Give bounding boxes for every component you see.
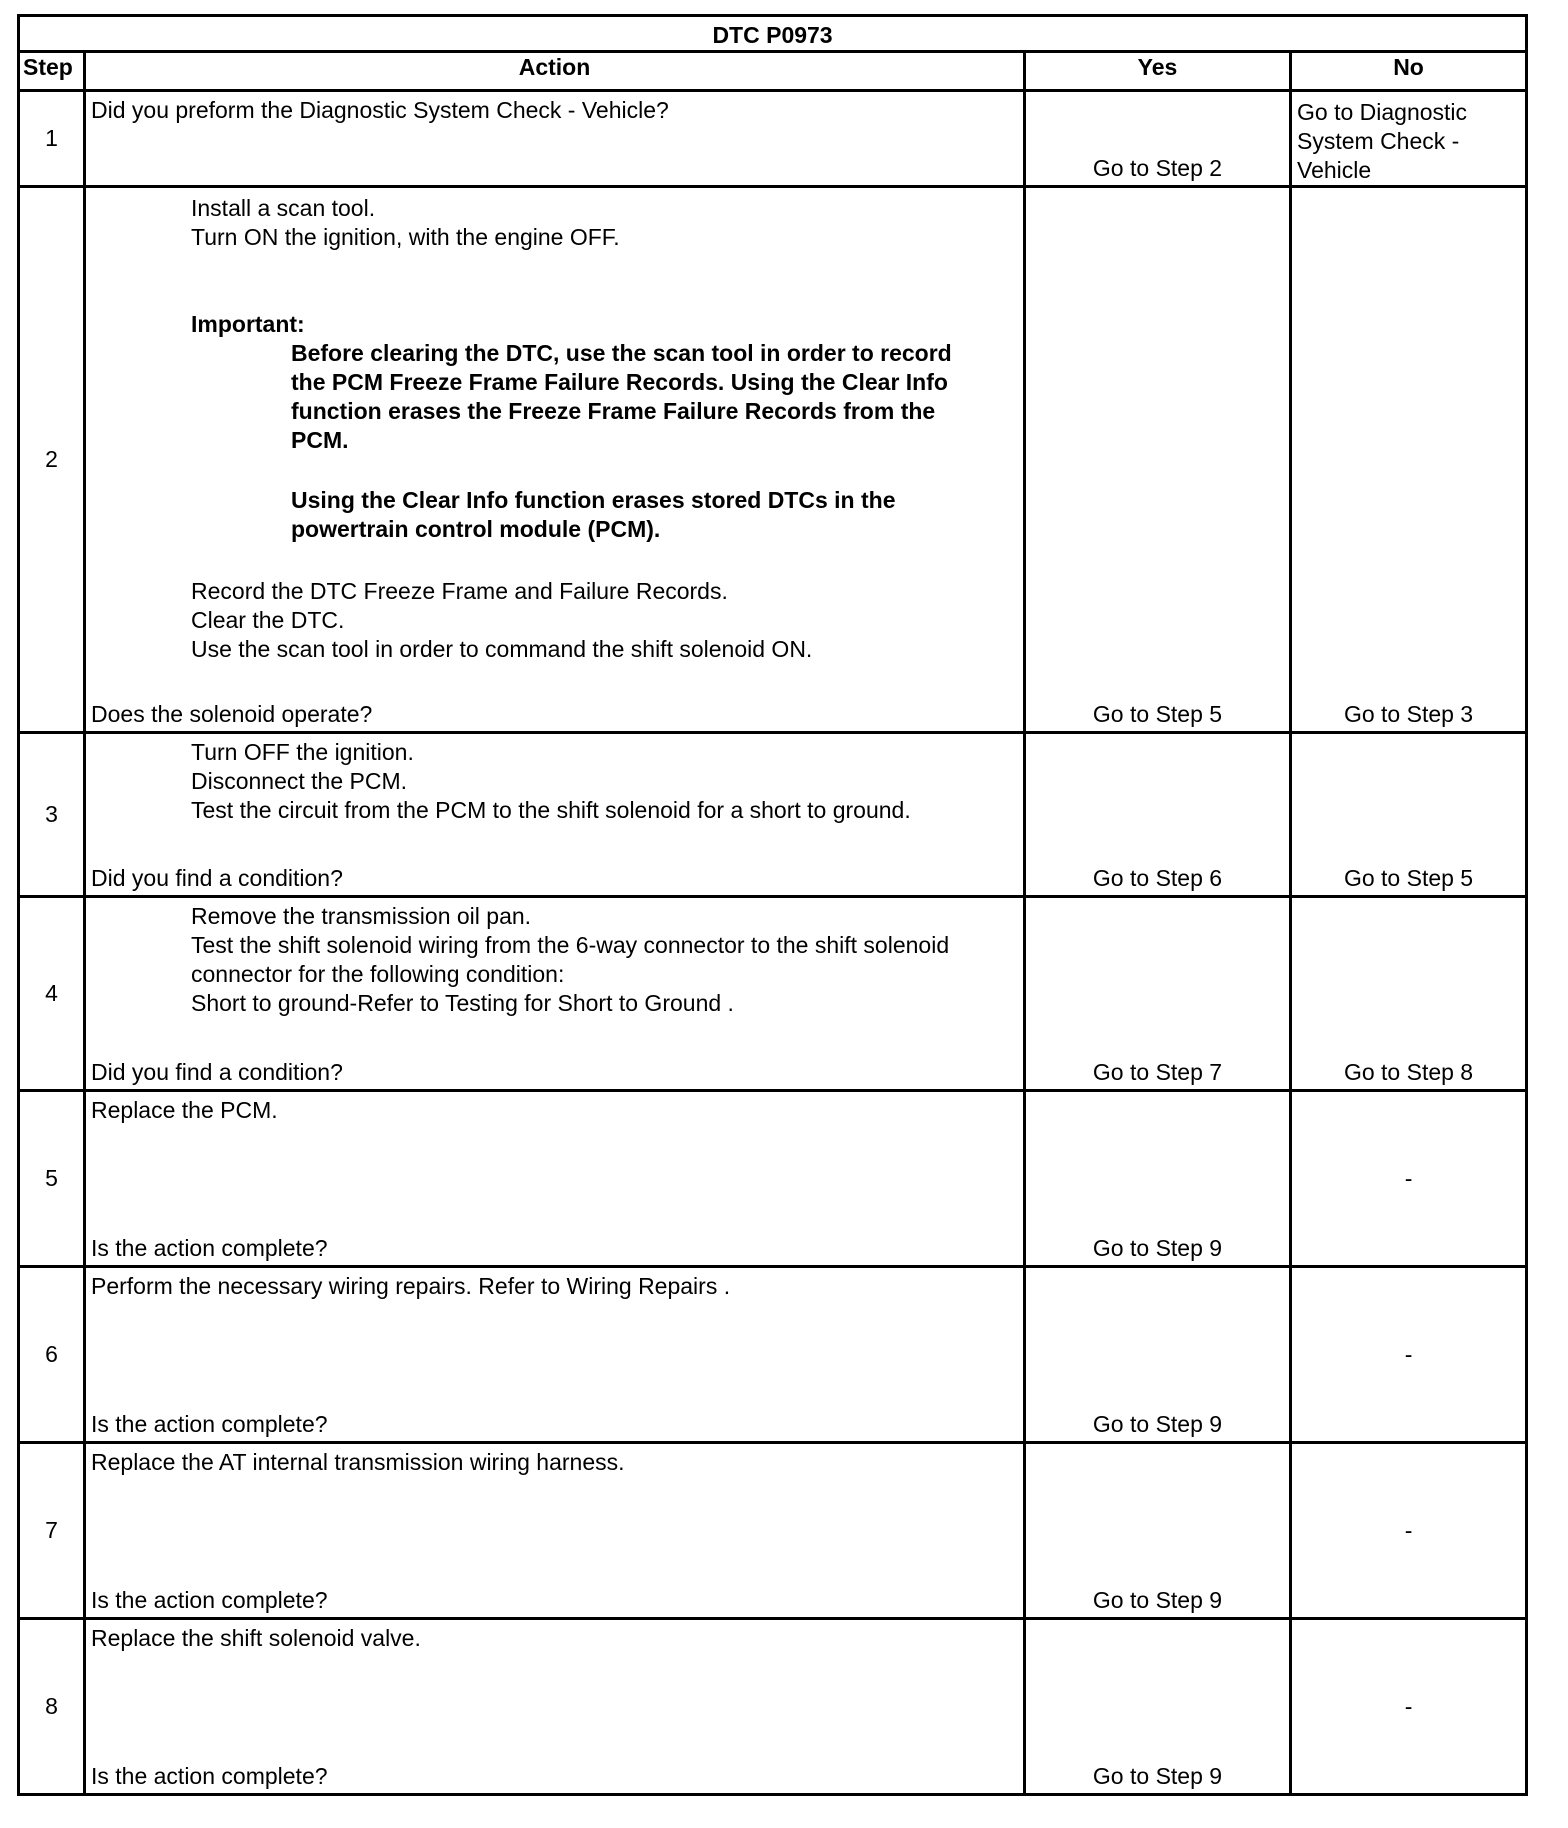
step-number: 1 xyxy=(19,91,85,187)
header-action: Action xyxy=(85,52,1025,91)
step-number: 7 xyxy=(19,1443,85,1619)
action-line: Replace the AT internal transmission wiring harness. xyxy=(91,1449,625,1475)
table-row xyxy=(19,1091,1527,1267)
yes-link[interactable]: Go to Step 2 xyxy=(1092,155,1223,181)
action-question: Is the action complete? xyxy=(91,1411,328,1437)
header-step: Step xyxy=(19,52,85,91)
yes-cell xyxy=(1025,897,1291,1091)
header-no: No xyxy=(1291,52,1527,91)
important-note-line: powertrain control module (PCM). xyxy=(291,516,661,542)
no-line: Vehicle xyxy=(1297,157,1372,183)
no-line: System Check - xyxy=(1297,128,1460,154)
action-question: Does the solenoid operate? xyxy=(91,701,373,727)
important-note-line: function erases the Freeze Frame Failure Records from the xyxy=(291,398,936,424)
step-number: 3 xyxy=(19,733,85,897)
action-line: Use the scan tool in order to command the shift solenoid ON. xyxy=(191,636,813,662)
yes-link[interactable]: Go to Step 6 xyxy=(1092,865,1223,891)
dtc-procedure-table xyxy=(17,14,1528,1796)
step-number: 4 xyxy=(19,897,85,1091)
action-line: connector for the following condition: xyxy=(191,961,565,987)
action-cell xyxy=(85,733,1025,897)
step-number: 5 xyxy=(19,1091,85,1267)
no-link[interactable]: Go to Step 5 xyxy=(1343,865,1474,891)
action-line: Install a scan tool. xyxy=(191,195,376,221)
action-question: Is the action complete? xyxy=(91,1763,328,1789)
no-value: - xyxy=(1404,1165,1413,1191)
action-line: Remove the transmission oil pan. xyxy=(191,903,532,929)
table-row xyxy=(19,733,1527,897)
no-link[interactable]: Go to Step 8 xyxy=(1343,1059,1474,1085)
no-value: - xyxy=(1404,1341,1413,1367)
no-value: - xyxy=(1404,1693,1413,1719)
action-line: Perform the necessary wiring repairs. Refer to Wiring Repairs . xyxy=(91,1273,731,1299)
no-cell xyxy=(1291,733,1527,897)
yes-cell xyxy=(1025,1619,1291,1795)
no-cell xyxy=(1291,1443,1527,1619)
table-row xyxy=(19,91,1527,187)
action-line: Replace the shift solenoid valve. xyxy=(91,1625,421,1651)
action-question: Did you find a condition? xyxy=(91,865,343,891)
action-question: Did you find a condition? xyxy=(91,1059,343,1085)
yes-link[interactable]: Go to Step 9 xyxy=(1092,1411,1223,1437)
step-number: 8 xyxy=(19,1619,85,1795)
action-cell xyxy=(85,1267,1025,1443)
action-cell xyxy=(85,1619,1025,1795)
yes-cell xyxy=(1025,733,1291,897)
action-line: Test the circuit from the PCM to the shift solenoid for a short to ground. xyxy=(191,797,911,823)
action-line: Turn OFF the ignition. xyxy=(191,739,414,765)
no-cell xyxy=(1291,1619,1527,1795)
step-number: 6 xyxy=(19,1267,85,1443)
yes-link[interactable]: Go to Step 9 xyxy=(1092,1763,1223,1789)
yes-link[interactable]: Go to Step 7 xyxy=(1092,1059,1223,1085)
step-number: 2 xyxy=(19,187,85,733)
action-question: Is the action complete? xyxy=(91,1587,328,1613)
action-line: Short to ground-Refer to Testing for Short to Ground . xyxy=(191,990,734,1016)
important-label: Important: xyxy=(191,311,305,337)
action-line: Test the shift solenoid wiring from the 6-way connector to the shift solenoid xyxy=(191,932,950,958)
table-row xyxy=(19,1267,1527,1443)
no-cell xyxy=(1291,1267,1527,1443)
no-cell xyxy=(1291,1091,1527,1267)
no-link[interactable]: Go to Step 3 xyxy=(1343,701,1474,727)
no-cell[interactable] xyxy=(1291,91,1527,187)
header-row xyxy=(19,52,1527,91)
action-line: Did you preform the Diagnostic System Check - Vehicle? xyxy=(91,97,669,123)
action-line: Replace the PCM. xyxy=(91,1097,278,1123)
yes-cell xyxy=(1025,1443,1291,1619)
table-title: DTC P0973 xyxy=(19,16,1527,52)
table-row xyxy=(19,1443,1527,1619)
action-line: Record the DTC Freeze Frame and Failure Records. xyxy=(191,578,728,604)
dtc-procedure-document xyxy=(17,14,1525,1796)
action-question: Is the action complete? xyxy=(91,1235,328,1261)
action-cell xyxy=(85,91,1025,187)
yes-cell xyxy=(1025,1091,1291,1267)
important-note-line: Before clearing the DTC, use the scan tool in order to record xyxy=(291,340,952,366)
important-note-line: Using the Clear Info function erases stored DTCs in the xyxy=(291,487,896,513)
yes-cell xyxy=(1025,187,1291,733)
yes-cell xyxy=(1025,1267,1291,1443)
yes-link[interactable]: Go to Step 5 xyxy=(1092,701,1223,727)
yes-cell xyxy=(1025,91,1291,187)
action-cell xyxy=(85,1091,1025,1267)
no-cell xyxy=(1291,897,1527,1091)
action-cell xyxy=(85,1443,1025,1619)
table-row xyxy=(19,1619,1527,1795)
action-cell xyxy=(85,187,1025,733)
action-line: Clear the DTC. xyxy=(191,607,345,633)
no-cell xyxy=(1291,187,1527,733)
important-note-line: the PCM Freeze Frame Failure Records. Using the Clear Info xyxy=(291,369,948,395)
action-line: Disconnect the PCM. xyxy=(191,768,408,794)
yes-link[interactable]: Go to Step 9 xyxy=(1092,1235,1223,1261)
table-row xyxy=(19,187,1527,733)
action-cell xyxy=(85,897,1025,1091)
action-line: Turn ON the ignition, with the engine OFF. xyxy=(191,224,620,250)
important-note-line: PCM. xyxy=(291,427,349,453)
yes-link[interactable]: Go to Step 9 xyxy=(1092,1587,1223,1613)
no-value: - xyxy=(1404,1517,1413,1543)
table-row xyxy=(19,897,1527,1091)
no-line: Go to Diagnostic xyxy=(1297,99,1468,125)
header-yes: Yes xyxy=(1025,52,1291,91)
